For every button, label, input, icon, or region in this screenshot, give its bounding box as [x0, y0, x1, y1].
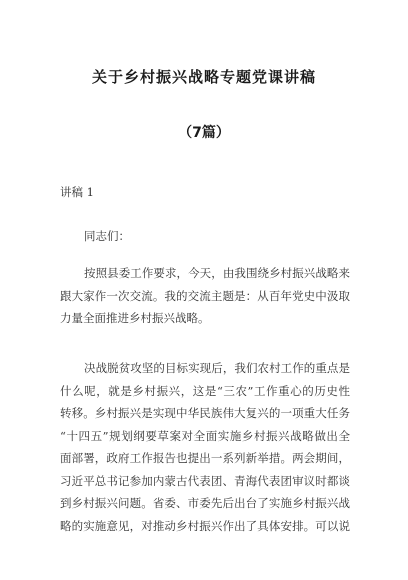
paragraph-line: 力量全面推进乡村振兴战略。	[60, 311, 210, 325]
section-label: 讲稿 1	[60, 185, 94, 199]
document-subtitle: （7篇）	[178, 125, 230, 141]
document-title: 关于乡村振兴战略专题党课讲稿	[91, 68, 316, 86]
greeting: 同志们：	[84, 229, 130, 243]
paragraph-line: 略的实施意见，对推动乡村振兴作出了具体安排。可以说	[60, 518, 350, 533]
paragraph-line: 面部署，政府工作报告也提出一系列新举措。两会期间，	[60, 451, 350, 465]
paragraph-line: 决战脱贫攻坚的目标实现后，我们农村工作的重点是	[84, 361, 350, 375]
paragraph-line: “十四五”规划纲要草案对全面实施乡村振兴战略做出全	[60, 428, 350, 443]
paragraph-line: 按照县委工作要求，今天，由我围绕乡村振兴战略来	[84, 266, 350, 280]
paragraph-line: 习近平总书记参加内蒙古代表团、青海代表团审议时都谈	[60, 473, 350, 488]
paragraph-line: 跟大家作一次交流。我的交流主题是：从百年党史中汲取	[60, 288, 350, 303]
paragraph-line: 什么呢，就是乡村振兴，这是“三农”工作重心的历史性	[60, 383, 350, 398]
paragraph-2	[60, 357, 350, 537]
paragraph-1	[60, 262, 350, 330]
paragraph-line: 到乡村振兴问题。省委、市委先后出台了实施乡村振兴战	[60, 496, 350, 510]
paragraph-line: 转移。乡村振兴是实现中华民族伟大复兴的一项重大任务	[60, 406, 350, 420]
